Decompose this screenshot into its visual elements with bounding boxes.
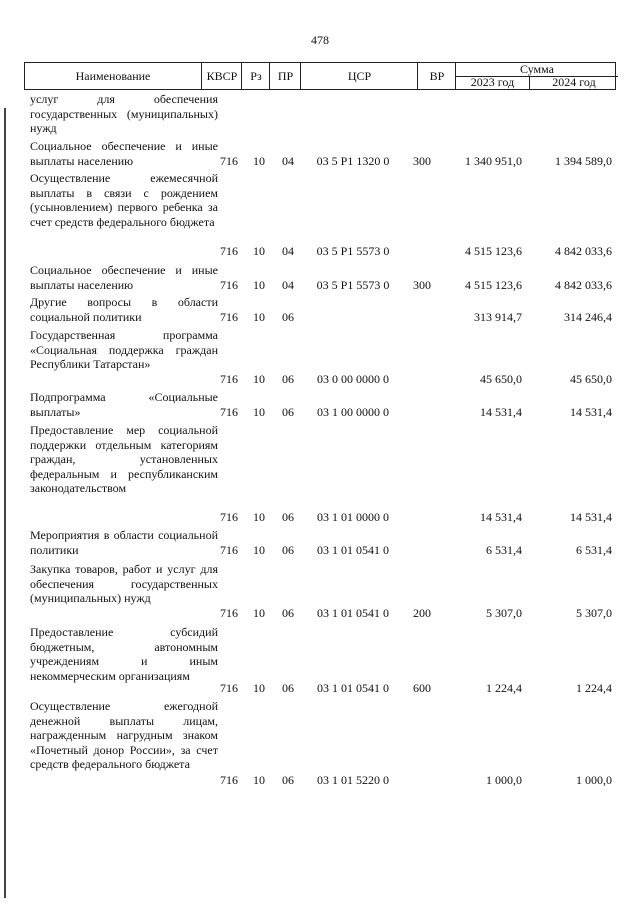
- row-sum-2024: 4 842 033,6: [555, 243, 612, 258]
- row-sum-2023: 14 531,4: [480, 404, 522, 419]
- row-sum-2023: 5 307,0: [486, 605, 522, 620]
- row-sum-2024: 5 307,0: [576, 605, 612, 620]
- row-csr: 03 5 P1 5573 0: [316, 277, 390, 292]
- row-pr: 04: [282, 153, 294, 168]
- row-rz: 10: [253, 680, 265, 695]
- row-pr: 04: [282, 243, 294, 258]
- row-kvsr: 716: [220, 509, 238, 524]
- row-pr: 06: [282, 772, 294, 787]
- header-rz: Рз: [241, 63, 270, 89]
- row-name: Закупка товаров, работ и услуг для обеспечения государственных (муниципальных) нужд: [30, 562, 218, 605]
- header-csr: ЦСР: [300, 63, 418, 89]
- row-csr: 03 5 P1 1320 0: [316, 153, 390, 168]
- row-csr: 03 1 01 0000 0: [317, 509, 389, 524]
- row-sum-2023: 1 000,0: [486, 772, 522, 787]
- row-name: Подпрограмма «Социальные выплаты»: [30, 390, 218, 419]
- header-year-2023: 2023 год: [470, 75, 515, 89]
- table-header: [24, 62, 616, 90]
- row-name: Предоставление мер социальной поддержки отдельным категориям граждан, установленных федеральным и республиканским законодательством: [30, 423, 218, 495]
- row-rz: 10: [253, 605, 265, 620]
- row-sum-2023: 14 531,4: [480, 509, 522, 524]
- row-pr: 06: [282, 542, 294, 557]
- row-sum-2023: 313 914,7: [474, 309, 522, 324]
- row-rz: 10: [253, 509, 265, 524]
- row-kvsr: 716: [220, 404, 238, 419]
- row-pr: 06: [282, 371, 294, 386]
- row-sum-2024: 4 842 033,6: [555, 277, 612, 292]
- row-kvsr: 716: [220, 243, 238, 258]
- row-csr: 03 1 01 0541 0: [317, 542, 389, 557]
- table-row: [24, 390, 624, 419]
- row-name: Мероприятия в области социальной политики: [30, 528, 218, 557]
- row-vr: 300: [413, 277, 431, 292]
- row-sum-2023: 4 515 123,6: [465, 243, 522, 258]
- table-row: [24, 699, 624, 787]
- row-vr: 200: [413, 605, 431, 620]
- row-pr: 06: [282, 509, 294, 524]
- table-row: [24, 562, 624, 620]
- table-row: [24, 139, 624, 168]
- row-name: Государственная программа «Социальная поддержка граждан Республики Татарстан»: [30, 328, 218, 371]
- row-sum-2023: 1 224,4: [486, 680, 522, 695]
- row-csr: 03 1 01 5220 0: [317, 772, 389, 787]
- row-rz: 10: [253, 371, 265, 386]
- row-sum-2023: 6 531,4: [486, 542, 522, 557]
- row-name: Осуществление ежегодной денежной выплаты лицам, награжденным нагрудным знаком «Почетный донор России», за счет средств федерального бюджета: [30, 699, 218, 771]
- row-name: Социальное обеспечение и иные выплаты населению: [30, 139, 218, 168]
- row-sum-2024: 14 531,4: [570, 404, 612, 419]
- row-rz: 10: [253, 542, 265, 557]
- table-row: [24, 528, 624, 557]
- table-row: [24, 328, 624, 386]
- page-number: 478: [311, 33, 329, 47]
- header-year-2024: 2024 год: [529, 76, 618, 89]
- row-sum-2023: 45 650,0: [480, 371, 522, 386]
- row-sum-2024: 14 531,4: [570, 509, 612, 524]
- row-csr: 03 1 00 0000 0: [317, 404, 389, 419]
- table-row: [24, 625, 624, 695]
- row-csr: 03 5 P1 5573 0: [316, 243, 390, 258]
- row-sum-2023: 4 515 123,6: [465, 277, 522, 292]
- row-pr: 04: [282, 277, 294, 292]
- row-sum-2024: 6 531,4: [576, 542, 612, 557]
- row-rz: 10: [253, 772, 265, 787]
- row-kvsr: 716: [220, 542, 238, 557]
- table-row: [24, 423, 624, 524]
- margin-rule: [4, 108, 6, 898]
- row-name: услуг для обеспечения государственных (муниципальных) нужд: [30, 92, 218, 135]
- row-rz: 10: [253, 243, 265, 258]
- header-vr: ВР: [417, 63, 456, 89]
- row-kvsr: 716: [220, 371, 238, 386]
- row-rz: 10: [253, 277, 265, 292]
- row-csr: 03 0 00 0000 0: [317, 371, 389, 386]
- row-pr: 06: [282, 680, 294, 695]
- row-kvsr: 716: [220, 605, 238, 620]
- row-rz: 10: [253, 153, 265, 168]
- row-sum-2023: 1 340 951,0: [465, 153, 522, 168]
- row-sum-2024: 314 246,4: [564, 309, 612, 324]
- table-row: [24, 295, 624, 324]
- row-pr: 06: [282, 309, 294, 324]
- row-kvsr: 716: [220, 772, 238, 787]
- row-kvsr: 716: [220, 680, 238, 695]
- row-rz: 10: [253, 309, 265, 324]
- table-row: [24, 263, 624, 292]
- row-csr: 03 1 01 0541 0: [317, 680, 389, 695]
- header-sum-group: [455, 63, 618, 89]
- row-pr: 06: [282, 605, 294, 620]
- row-name: Осуществление ежемесячной выплаты в связи с рождением (усыновлением) первого ребенка за счет средств федерального бюджета: [30, 171, 218, 229]
- row-kvsr: 716: [220, 153, 238, 168]
- row-kvsr: 716: [220, 309, 238, 324]
- row-pr: 06: [282, 404, 294, 419]
- row-name: Социальное обеспечение и иные выплаты населению: [30, 263, 218, 292]
- row-vr: 600: [413, 680, 431, 695]
- header-pr: ПР: [269, 63, 301, 89]
- row-sum-2024: 1 000,0: [576, 772, 612, 787]
- row-name: Предоставление субсидий бюджетным, автономным учреждениям и иным некоммерческим организациям: [30, 625, 218, 683]
- header-sum: Сумма: [456, 63, 618, 77]
- row-rz: 10: [253, 404, 265, 419]
- header-name: Наименование: [75, 68, 151, 83]
- row-sum-2024: 1 394 589,0: [555, 153, 612, 168]
- row-csr: 03 1 01 0541 0: [317, 605, 389, 620]
- row-name: Другие вопросы в области социальной политики: [30, 295, 218, 324]
- row-kvsr: 716: [220, 277, 238, 292]
- row-sum-2024: 45 650,0: [570, 371, 612, 386]
- header-kvsr: КВСР: [201, 63, 242, 89]
- row-sum-2024: 1 224,4: [576, 680, 612, 695]
- row-vr: 300: [413, 153, 431, 168]
- table-row: [24, 92, 624, 136]
- table-row: [24, 171, 624, 258]
